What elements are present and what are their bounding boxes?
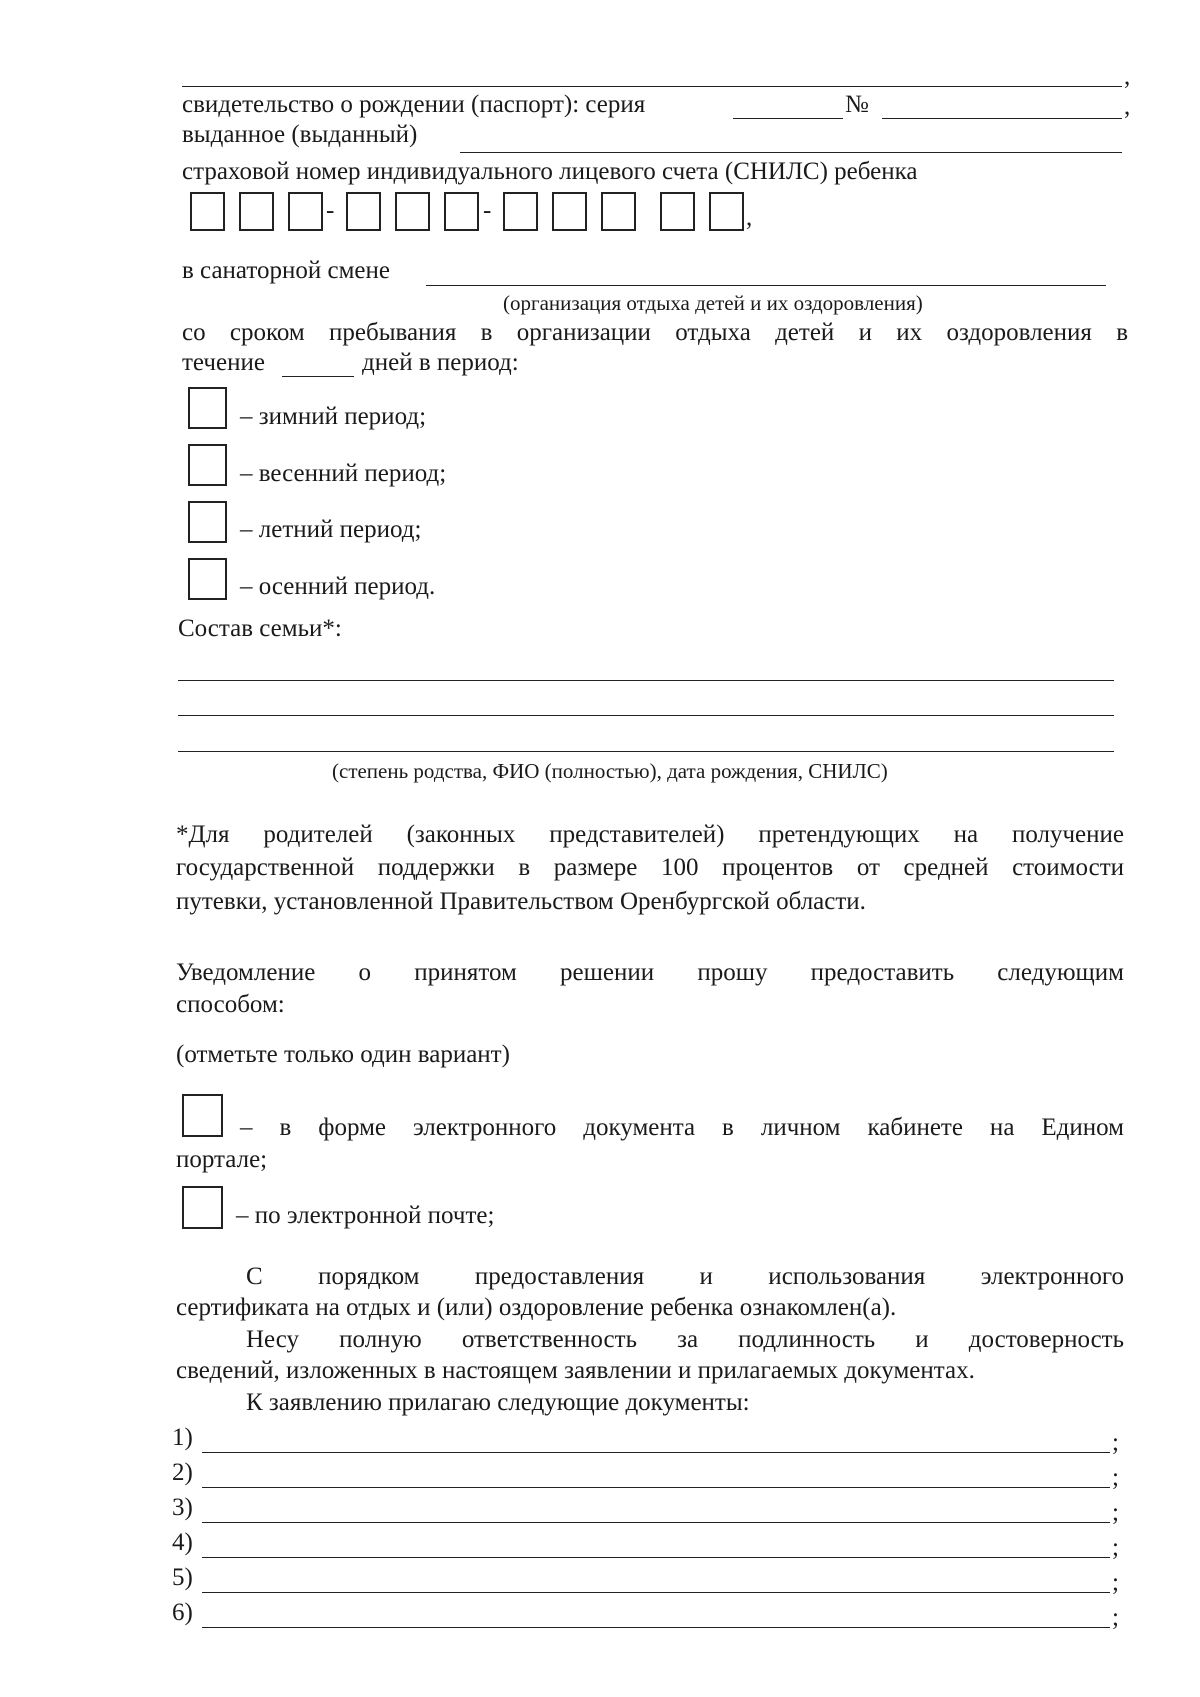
footnote-line-3: путевки, установленной Правительством Оренбургской области. (176, 888, 866, 915)
cert-number-sign: № (845, 91, 869, 118)
snils-digit-box[interactable] (239, 192, 274, 231)
winter-period-label: – зимний период; (240, 403, 427, 430)
winter-period-checkbox[interactable] (188, 387, 227, 429)
cert-series-field[interactable] (733, 118, 843, 119)
stay-days-field[interactable] (282, 376, 354, 377)
portal-option-checkbox[interactable] (182, 1094, 223, 1137)
sanatorium-field[interactable] (426, 285, 1106, 286)
email-option-checkbox[interactable] (182, 1186, 223, 1229)
summer-period-label: – летний период; (240, 516, 422, 543)
doc-item-label: 3) (172, 1494, 193, 1521)
snils-digit-box[interactable] (395, 192, 430, 231)
ack-p2-line-2: сведений, изложенных в настоящем заявлении и прилагаемых документах. (176, 1357, 975, 1384)
top-line-comma: , (1124, 63, 1131, 90)
doc-item-end: ; (1112, 1429, 1119, 1456)
snils-dash: - (483, 197, 492, 224)
ack-p1-line-1: С порядком предоставления и использования электронного (246, 1263, 1124, 1290)
issued-by-field[interactable] (460, 152, 1122, 153)
footnote-line-2: государственной поддержки в размере 100 процентов от средней стоимости (176, 854, 1124, 881)
doc-item-field[interactable] (202, 1592, 1110, 1593)
summer-period-checkbox[interactable] (188, 501, 227, 543)
autumn-period-label: – осенний период. (240, 573, 436, 600)
top-blank-line[interactable] (182, 86, 1122, 87)
family-caption: (степень родства, ФИО (полностью), дата рождения, СНИЛС) (332, 759, 888, 783)
snils-digit-box[interactable] (601, 192, 636, 231)
snils-label: страховой номер индивидуального лицевого счета (СНИЛС) ребенка (182, 158, 918, 185)
doc-item-end: ; (1112, 1499, 1119, 1526)
doc-item-field[interactable] (202, 1557, 1110, 1558)
doc-item-end: ; (1112, 1534, 1119, 1561)
doc-item-field[interactable] (202, 1487, 1110, 1488)
spring-period-checkbox[interactable] (188, 444, 227, 486)
stay-suffix: дней в период: (362, 349, 519, 376)
doc-item-label: 2) (172, 1459, 193, 1486)
snils-digit-box[interactable] (709, 192, 744, 231)
family-line-3[interactable] (178, 751, 1114, 752)
sanatorium-caption: (организация отдыха детей и их оздоровления) (503, 291, 923, 315)
doc-item-end: ; (1112, 1604, 1119, 1631)
snils-digit-box[interactable] (190, 192, 225, 231)
cert-comma: , (1124, 93, 1131, 120)
snils-digit-box[interactable] (346, 192, 381, 231)
doc-item-field[interactable] (202, 1522, 1110, 1523)
snils-digit-box[interactable] (444, 192, 479, 231)
family-line-1[interactable] (178, 680, 1114, 681)
snils-digit-box[interactable] (660, 192, 695, 231)
stay-prefix: течение (182, 349, 265, 376)
issued-label: выданное (выданный) (182, 121, 418, 148)
sanatorium-label: в санаторной смене (182, 257, 390, 284)
snils-digit-box[interactable] (288, 192, 323, 231)
snils-comma: , (746, 204, 753, 231)
doc-item-label: 5) (172, 1564, 193, 1591)
autumn-period-checkbox[interactable] (188, 558, 227, 600)
notification-line-1: Уведомление о принятом решении прошу предоставить следующим (176, 959, 1124, 986)
portal-option-label: – в форме электронного документа в личном кабинете на Едином (240, 1114, 1124, 1141)
doc-item-label: 6) (172, 1599, 193, 1626)
snils-digit-box[interactable] (552, 192, 587, 231)
ack-p3: К заявлению прилагаю следующие документы: (246, 1389, 750, 1416)
family-label: Состав семьи*: (178, 615, 342, 642)
footnote-line-1: *Для родителей (законных представителей) претендующих на получение (176, 821, 1124, 848)
notification-note: (отметьте только один вариант) (176, 1041, 510, 1068)
cert-number-field[interactable] (882, 118, 1122, 119)
spring-period-label: – весенний период; (240, 460, 447, 487)
doc-item-end: ; (1112, 1569, 1119, 1596)
doc-item-field[interactable] (202, 1627, 1110, 1628)
email-option-label: – по электронной почте; (236, 1202, 495, 1229)
doc-item-end: ; (1112, 1464, 1119, 1491)
portal-option-label-cont: портале; (176, 1146, 268, 1173)
doc-item-label: 4) (172, 1529, 193, 1556)
birth-cert-label: свидетельство о рождении (паспорт): серия (182, 91, 646, 118)
snils-digit-box[interactable] (503, 192, 538, 231)
family-line-2[interactable] (178, 715, 1114, 716)
notification-line-2: способом: (176, 991, 285, 1018)
stay-line-1: со сроком пребывания в организации отдыха детей и их оздоровления в (182, 319, 1128, 346)
doc-item-field[interactable] (202, 1452, 1110, 1453)
ack-p1-line-2: сертификата на отдых и (или) оздоровление ребенка ознакомлен(а). (176, 1294, 897, 1321)
doc-item-label: 1) (172, 1424, 193, 1451)
ack-p2-line-1: Несу полную ответственность за подлинность и достоверность (246, 1326, 1124, 1353)
snils-dash: - (326, 197, 335, 224)
